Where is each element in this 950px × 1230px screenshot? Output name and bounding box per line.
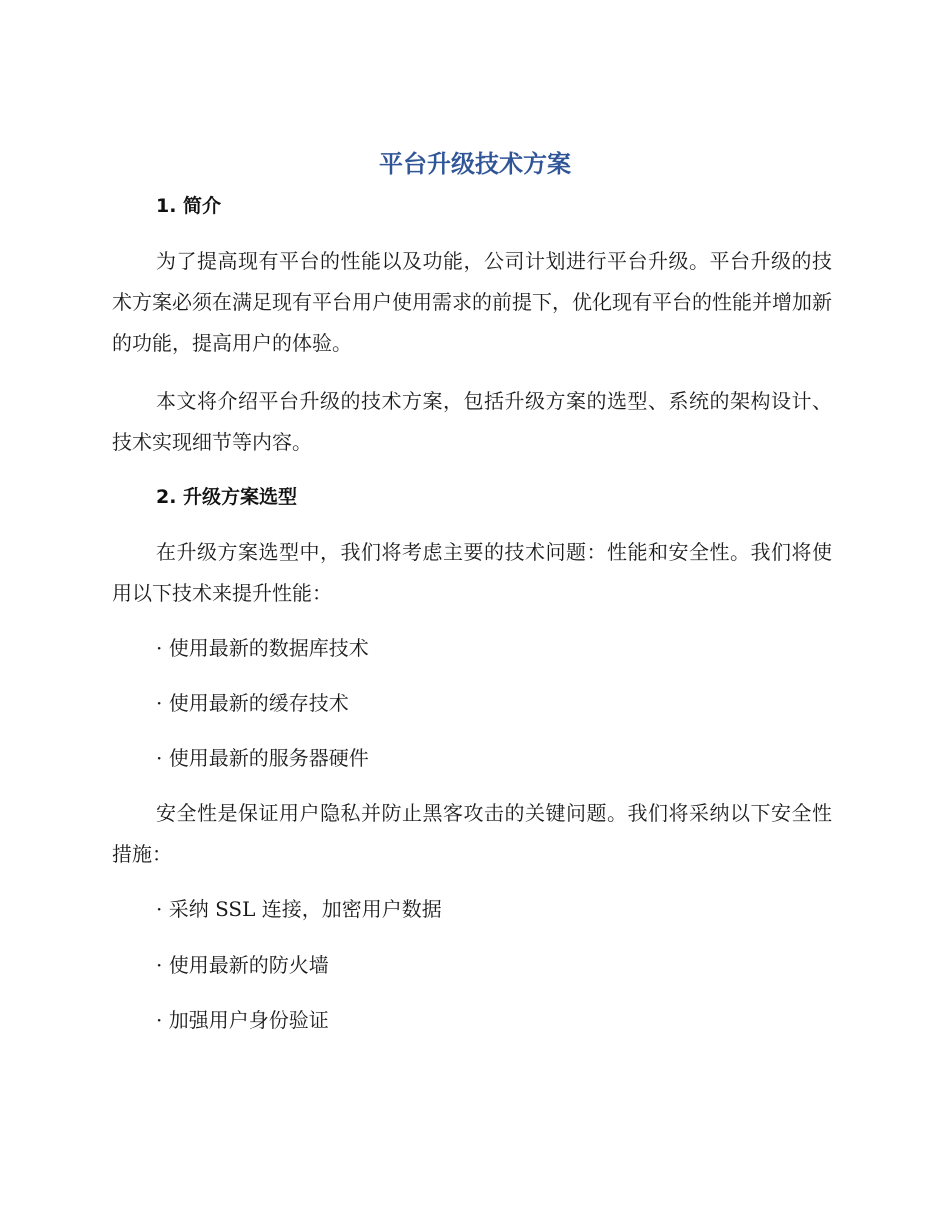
document-title: 平台升级技术方案 bbox=[379, 150, 571, 178]
list-item-database: · 使用最新的数据库技术 bbox=[156, 636, 369, 660]
list-item-authentication: · 加强用户身份验证 bbox=[156, 1008, 329, 1032]
list-item-cache: · 使用最新的缓存技术 bbox=[156, 691, 349, 715]
section-heading-selection: 2. 升级方案选型 bbox=[156, 486, 298, 508]
paragraph-security-intro: 安全性是保证用户隐私并防止黑客攻击的关键问题。我们将采纳以下安全性措施： bbox=[112, 801, 832, 866]
paragraph-selection-intro: 在升级方案选型中，我们将考虑主要的技术问题：性能和安全性。我们将使用以下技术来提升性能： bbox=[112, 540, 832, 605]
paragraph-intro-2: 本文将介绍平台升级的技术方案，包括升级方案的选型、系统的架构设计、技术实现细节等内容。 bbox=[112, 389, 832, 454]
section-heading-intro: 1. 简介 bbox=[156, 195, 222, 217]
list-item-ssl: · 采纳 SSL 连接，加密用户数据 bbox=[156, 897, 442, 921]
list-item-firewall: · 使用最新的防火墙 bbox=[156, 953, 329, 977]
list-item-server-hardware: · 使用最新的服务器硬件 bbox=[156, 746, 369, 770]
paragraph-intro-1: 为了提高现有平台的性能以及功能，公司计划进行平台升级。平台升级的技术方案必须在满足现有平台用户使用需求的前提下，优化现有平台的性能并增加新的功能，提高用户的体验。 bbox=[112, 249, 832, 355]
